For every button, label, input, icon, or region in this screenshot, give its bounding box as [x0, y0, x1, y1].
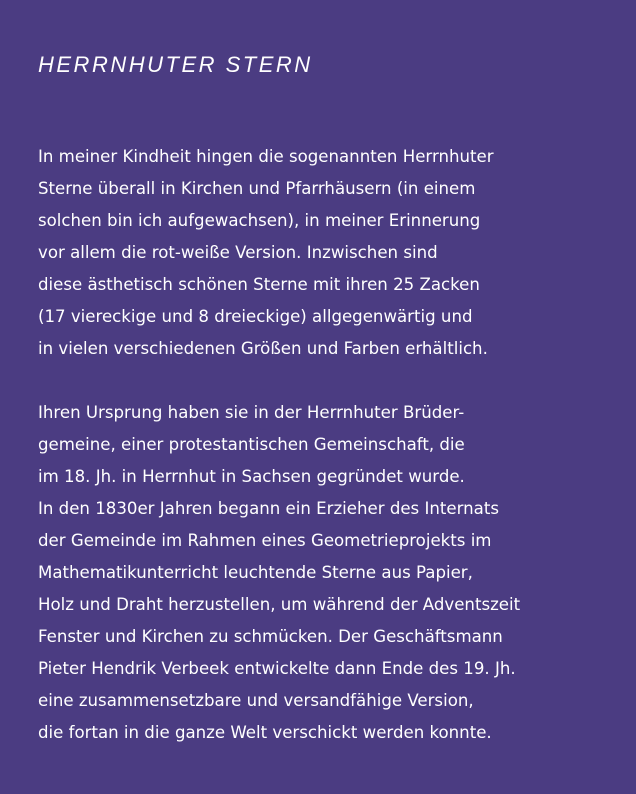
text-line: In den 1830er Jahren begann ein Erzieher des Internats: [38, 499, 499, 518]
text-line: solchen bin ich aufgewachsen), in meiner Erinnerung: [38, 211, 481, 230]
text-line: im 18. Jh. in Herrnhut in Sachsen gegründet wurde.: [38, 467, 465, 486]
text-line: diese ästhetisch schönen Sterne mit ihren 25 Zacken: [38, 275, 480, 294]
text-line: vor allem die rot-weiße Version. Inzwischen sind: [38, 243, 438, 262]
panel-title: HERRNHUTER STERN: [38, 52, 313, 77]
text-line: Sterne überall in Kirchen und Pfarrhäusern (in einem: [38, 179, 476, 198]
text-line: die fortan in die ganze Welt verschickt werden konnte.: [38, 723, 492, 742]
text-line: Mathematikunterricht leuchtende Sterne aus Papier,: [38, 563, 473, 582]
text-line: In meiner Kindheit hingen die sogenannten Herrnhuter: [38, 147, 494, 166]
text-line: eine zusammensetzbare und versandfähige Version,: [38, 691, 474, 710]
text-line: gemeine, einer protestantischen Gemeinschaft, die: [38, 435, 465, 454]
text-line: Fenster und Kirchen zu schmücken. Der Geschäftsmann: [38, 627, 503, 646]
paragraph-origin: [38, 397, 520, 749]
text-line: Ihren Ursprung haben sie in der Herrnhuter Brüder-: [38, 403, 465, 422]
text-line: (17 viereckige und 8 dreieckige) allgegenwärtig und: [38, 307, 473, 326]
text-line: in vielen verschiedenen Größen und Farben erhältlich.: [38, 339, 488, 358]
text-line: der Gemeinde im Rahmen eines Geometrieprojekts im: [38, 531, 492, 550]
paragraph-childhood: [38, 141, 494, 365]
text-line: Holz und Draht herzustellen, um während der Adventszeit: [38, 595, 521, 614]
text-line: Pieter Hendrik Verbeek entwickelte dann Ende des 19. Jh.: [38, 659, 516, 678]
